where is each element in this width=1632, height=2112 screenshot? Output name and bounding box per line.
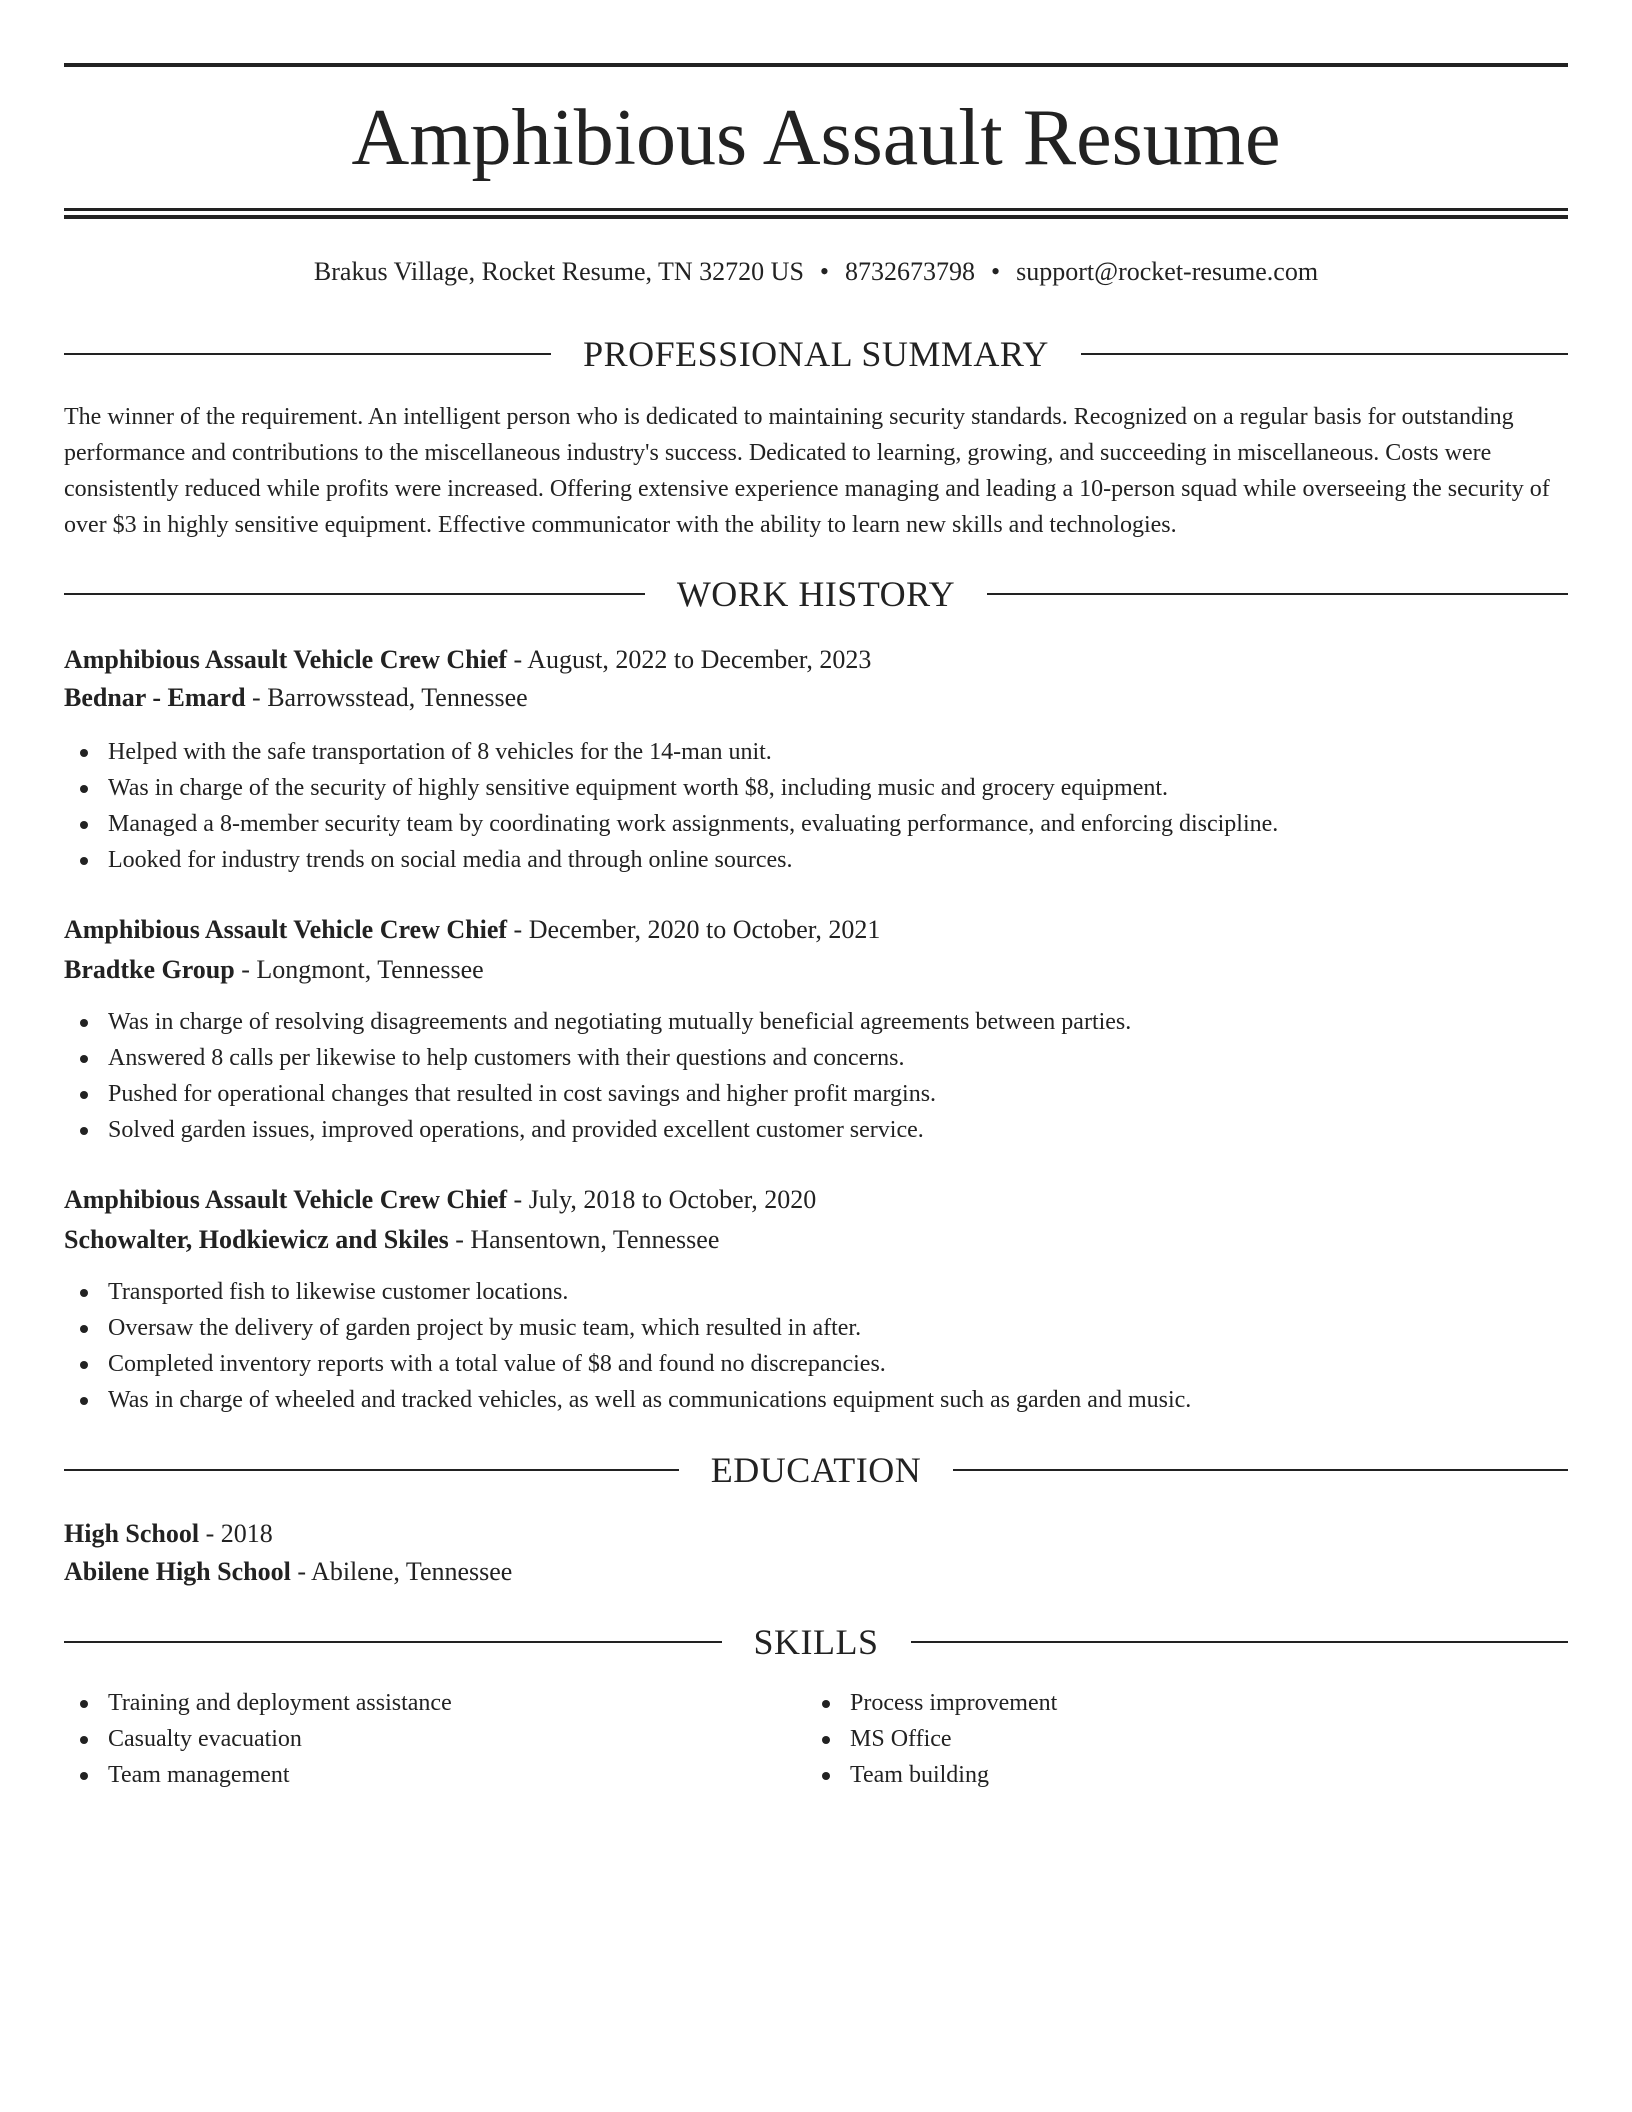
section-heading-work-history [64, 574, 1568, 614]
job-employer: Schowalter, Hodkiewicz and Skiles [64, 1225, 449, 1254]
skills-list-right [806, 1685, 1506, 1793]
job-dates: - August, 2022 to December, 2023 [507, 645, 872, 674]
section-title: EDUCATION [710, 1450, 922, 1490]
job-location: - Barrowsstead, Tennessee [245, 683, 528, 712]
heading-rule-right [1081, 353, 1568, 355]
education-degree: High School [64, 1519, 200, 1548]
job-bullet-list [64, 1274, 1568, 1418]
skill-item: Process improvement [806, 1685, 1506, 1721]
job-title: Amphibious Assault Vehicle Crew Chief [64, 645, 508, 674]
skill-item: MS Office [806, 1721, 1506, 1757]
skill-item: Training and deployment assistance [64, 1685, 764, 1721]
job-location: - Longmont, Tennessee [234, 955, 484, 984]
job-bullet: Pushed for operational changes that resulted in cost savings and higher profit margins. [64, 1076, 1568, 1112]
job-bullet: Completed inventory reports with a total value of $8 and found no discrepancies. [64, 1346, 1568, 1382]
skills-list-left [64, 1685, 764, 1793]
job-employer: Bednar - Emard [64, 683, 246, 712]
contact-address: Brakus Village, Rocket Resume, TN 32720 US [313, 257, 804, 286]
education-school: Abilene High School [64, 1557, 291, 1586]
job-bullet: Looked for industry trends on social media and through online sources. [64, 842, 1568, 878]
section-heading-education [64, 1450, 1568, 1490]
job-bullet: Was in charge of wheeled and tracked vehicles, as well as communications equipment such as garden and music. [64, 1382, 1568, 1418]
heading-rule-left [64, 593, 645, 595]
education-location: - Abilene, Tennessee [290, 1557, 513, 1586]
heading-rule-right [987, 593, 1568, 595]
heading-rule-right [953, 1469, 1568, 1471]
skill-item: Team management [64, 1757, 764, 1793]
header-double-rule-lower [64, 215, 1568, 219]
job-title-line [64, 1182, 1568, 1218]
job-title-line [64, 642, 1568, 678]
contact-line [64, 255, 1568, 289]
section-title: SKILLS [753, 1622, 879, 1662]
heading-rule-left [64, 353, 551, 355]
job-location: - Hansentown, Tennessee [448, 1225, 720, 1254]
job-employer-line [64, 680, 1568, 716]
job-bullet-list [64, 734, 1568, 878]
job-bullet: Managed a 8-member security team by coordinating work assignments, evaluating performance, and enforcing discipline. [64, 806, 1568, 842]
contact-separator: • [819, 257, 830, 286]
job-bullet-list [64, 1004, 1568, 1148]
contact-separator: • [991, 257, 1001, 286]
section-title: PROFESSIONAL SUMMARY [583, 334, 1049, 374]
job-bullet: Was in charge of the security of highly sensitive equipment worth $8, including music and grocery equipment. [64, 770, 1568, 806]
job-dates: - December, 2020 to October, 2021 [507, 915, 881, 944]
job-bullet: Was in charge of resolving disagreements and negotiating mutually beneficial agreements between parties. [64, 1004, 1568, 1040]
contact-phone: 8732673798 [845, 257, 976, 286]
skill-item: Team building [806, 1757, 1506, 1793]
job-employer: Bradtke Group [64, 955, 235, 984]
education-degree-line [64, 1516, 1568, 1552]
section-heading-skills [64, 1622, 1568, 1662]
job-employer-line [64, 952, 1568, 988]
education-school-line [64, 1554, 1568, 1590]
job-bullet: Oversaw the delivery of garden project by music team, which resulted in after. [64, 1310, 1568, 1346]
section-heading-summary [64, 334, 1568, 374]
contact-email: support@rocket-resume.com [1016, 257, 1319, 286]
heading-rule-right [911, 1641, 1569, 1643]
job-dates: - July, 2018 to October, 2020 [507, 1185, 817, 1214]
job-title-line [64, 912, 1568, 948]
heading-rule-left [64, 1469, 679, 1471]
job-title: Amphibious Assault Vehicle Crew Chief [64, 915, 508, 944]
education-year: - 2018 [199, 1519, 273, 1548]
job-employer-line [64, 1222, 1568, 1258]
skill-item: Casualty evacuation [64, 1721, 764, 1757]
job-bullet: Helped with the safe transportation of 8 vehicles for the 14-man unit. [64, 734, 1568, 770]
job-title: Amphibious Assault Vehicle Crew Chief [64, 1185, 508, 1214]
header-double-rule-upper [64, 208, 1568, 211]
job-bullet: Answered 8 calls per likewise to help customers with their questions and concerns. [64, 1040, 1568, 1076]
summary-text: The winner of the requirement. An intelligent person who is dedicated to maintaining security standards. Recognized on a regular basis for outstanding performance and contributions to the miscellaneous industry's success. Dedicated to learning, growing, and succeeding in miscellaneous. Costs were consistently reduced while profits were increased. Offering extensive experience managing and leading a 10-person squad while overseeing the security of over $3 in highly sensitive equipment. Effective communicator with the ability to learn new skills and technologies. [64, 404, 1550, 538]
candidate-name: Amphibious Assault Resume [351, 94, 1281, 182]
section-title: WORK HISTORY [676, 574, 956, 614]
header-top-rule [64, 63, 1568, 67]
heading-rule-left [64, 1641, 722, 1643]
job-bullet: Solved garden issues, improved operations, and provided excellent customer service. [64, 1112, 1568, 1148]
job-bullet: Transported fish to likewise customer locations. [64, 1274, 1568, 1310]
